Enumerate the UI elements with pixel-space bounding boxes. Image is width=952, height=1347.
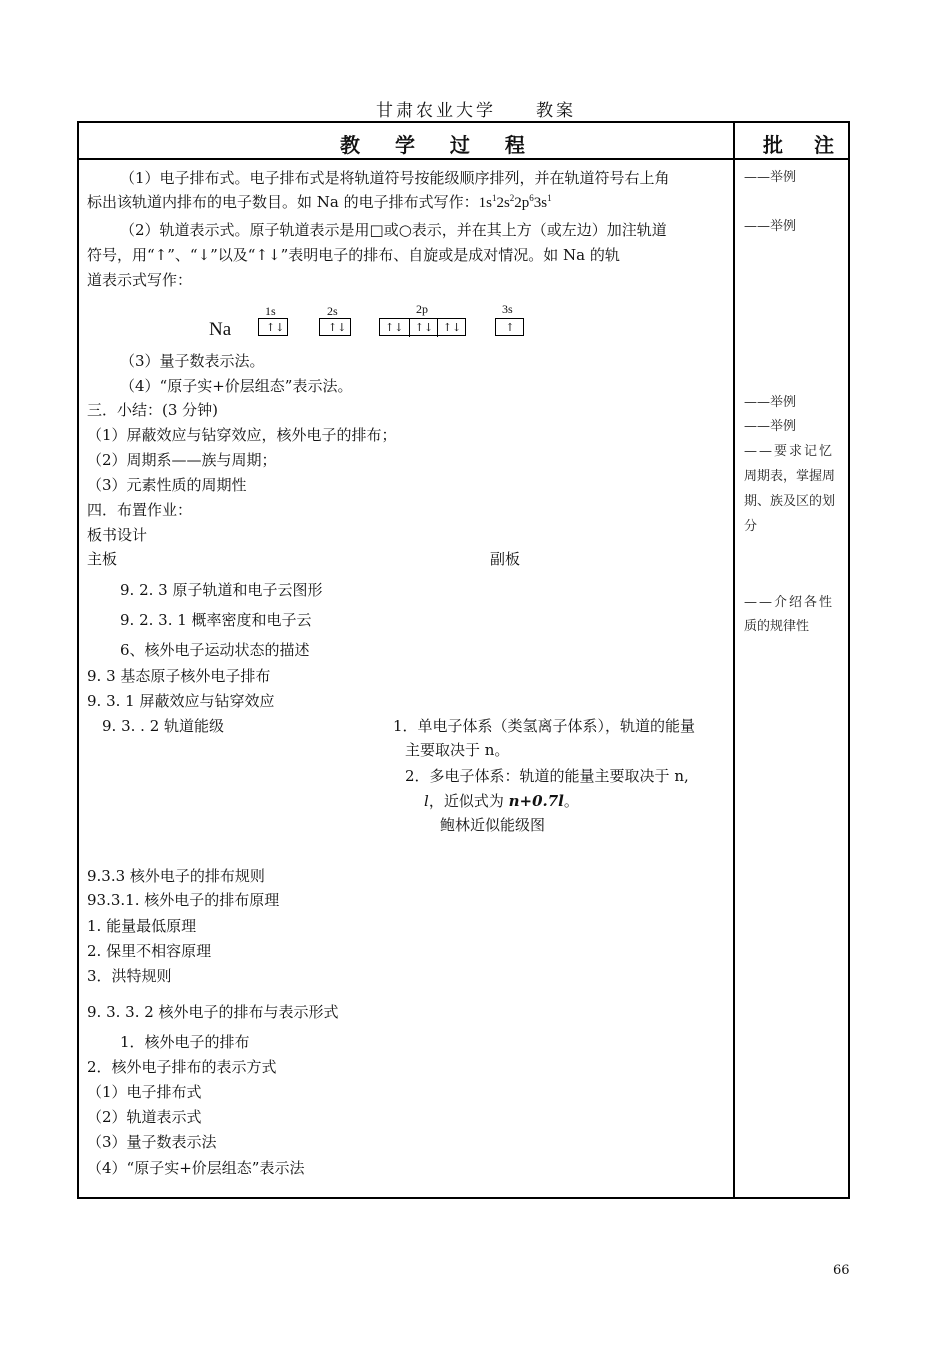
board-line-2: 9. 2. 3. 1 概率密度和电子云 (120, 611, 312, 629)
orbital-cell: ↑↓ (437, 319, 466, 337)
summary-item-2: （2）周期系——族与周期； (87, 451, 277, 469)
sub-board-item-1b: 主要取决于 n。 (405, 741, 510, 759)
column-header-process: 教 学 过 程 (340, 133, 539, 157)
page-header: 甘肃农业大学 教案 (376, 101, 576, 121)
note-memorize-2: 周期表，掌握周 (744, 469, 836, 484)
rules-line-9: （1）电子排布式 (87, 1083, 202, 1101)
orbital-box-2s (319, 318, 351, 336)
note-example-2: ——举例 (744, 219, 797, 234)
homework-title: 四．布置作业： (87, 501, 193, 519)
board-line-4: 9. 3 基态原子核外电子排布 (87, 667, 271, 685)
sub-board-item-2b: l，近似式为 n+0.7l。 (424, 792, 579, 810)
rules-line-2: 93.3.1. 核外电子的排布原理 (87, 891, 280, 909)
para-4: （4）“原子实+价层组态”表示法。 (120, 377, 353, 395)
note-properties-1: ——介绍各性 (744, 595, 835, 610)
para-2c: 道表示式写作： (87, 271, 193, 289)
orbital-label-2s: 2s (327, 304, 338, 318)
rules-line-8: 2．核外电子排布的表示方式 (87, 1058, 277, 1076)
rules-line-3: 1. 能量最低原理 (87, 917, 197, 935)
electron-config: $1s^12s^22p^63s^1$ (478, 193, 552, 211)
para-1b-text: 标出该轨道内排布的电子数目。如 Na 的电子排布式写作： (87, 193, 479, 211)
note-properties-2: 质的规律性 (744, 619, 810, 634)
element-symbol: Na (209, 319, 232, 340)
sub-board-item-1a: 1．单电子体系（类氢离子体系），轨道的能量 (393, 717, 696, 735)
note-memorize-3: 期、族及区的划 (744, 494, 836, 509)
board-line-1: 9. 2. 3 原子轨道和电子云图形 (120, 581, 323, 599)
board-design-title: 板书设计 (87, 526, 148, 544)
rules-line-5: 3．洪特规则 (87, 967, 172, 985)
note-example-1: ——举例 (744, 170, 797, 185)
column-divider (733, 121, 735, 1199)
board-line-6: 9. 3. . 2 轨道能级 (102, 717, 225, 735)
para-2a: （2）轨道表示式。原子轨道表示是用□或○表示，并在其上方（或左边）加注轨道 (120, 221, 667, 239)
orbital-box-2p (379, 318, 466, 336)
rules-line-1: 9.3.3 核外电子的排布规则 (87, 867, 265, 885)
column-header-notes: 批 注 (763, 133, 846, 157)
note-example-4: ——举例 (744, 419, 797, 434)
note-example-3: ——举例 (744, 395, 797, 410)
orbital-cell: ↑ (505, 321, 515, 334)
orbital-label-1s: 1s (265, 304, 276, 318)
orbital-cell: ↑↓ (385, 321, 404, 334)
page-number: 66 (833, 1263, 850, 1278)
orbital-box-1s (258, 318, 288, 336)
note-memorize-1: ——要求记忆 (744, 444, 835, 459)
main-board-label: 主板 (87, 550, 118, 568)
rules-line-7: 1．核外电子的排布 (120, 1033, 250, 1051)
rules-line-4: 2. 保里不相容原理 (87, 942, 212, 960)
summary-title: 三．小结：(3 分钟) (87, 401, 219, 419)
rules-line-12: （4）“原子实+价层组态”表示法 (87, 1159, 305, 1177)
para-1b (87, 190, 552, 215)
sub-board-label: 副板 (490, 550, 521, 568)
para-3: （3）量子数表示法。 (120, 352, 265, 370)
board-line-3: 6、核外电子运动状态的描述 (120, 641, 310, 659)
orbital-cell: ↑↓ (328, 321, 347, 334)
orbital-cell: ↑↓ (409, 319, 438, 337)
sub-board-item-2a: 2．多电子体系：轨道的能量主要取决于 n, (405, 767, 689, 785)
orbital-box-3s (495, 318, 524, 336)
orbital-label-2p: 2p (416, 302, 428, 316)
rules-line-11: （3）量子数表示法 (87, 1133, 217, 1151)
para-2b: 符号，用“↑”、“↓”以及“↑↓”表明电子的排布、自旋或是成对情况。如 Na 的轨 (87, 246, 620, 264)
rules-line-6: 9. 3. 3. 2 核外电子的排布与表示形式 (87, 1003, 339, 1021)
summary-item-3: （3）元素性质的周期性 (87, 476, 247, 494)
sub-board-item-3: 鲍林近似能级图 (440, 816, 546, 834)
summary-item-1: （1）屏蔽效应与钻穿效应，核外电子的排布； (87, 426, 397, 444)
orbital-label-3s: 3s (502, 302, 513, 316)
note-memorize-4: 分 (744, 519, 758, 534)
para-1a: （1）电子排布式。电子排布式是将轨道符号按能级顺序排列，并在轨道符号右上角 (120, 169, 670, 187)
orbital-cell: ↑↓ (266, 321, 285, 334)
rules-line-10: （2）轨道表示式 (87, 1108, 202, 1126)
board-line-5: 9. 3. 1 屏蔽效应与钻穿效应 (87, 692, 275, 710)
header-row-divider (77, 158, 850, 160)
